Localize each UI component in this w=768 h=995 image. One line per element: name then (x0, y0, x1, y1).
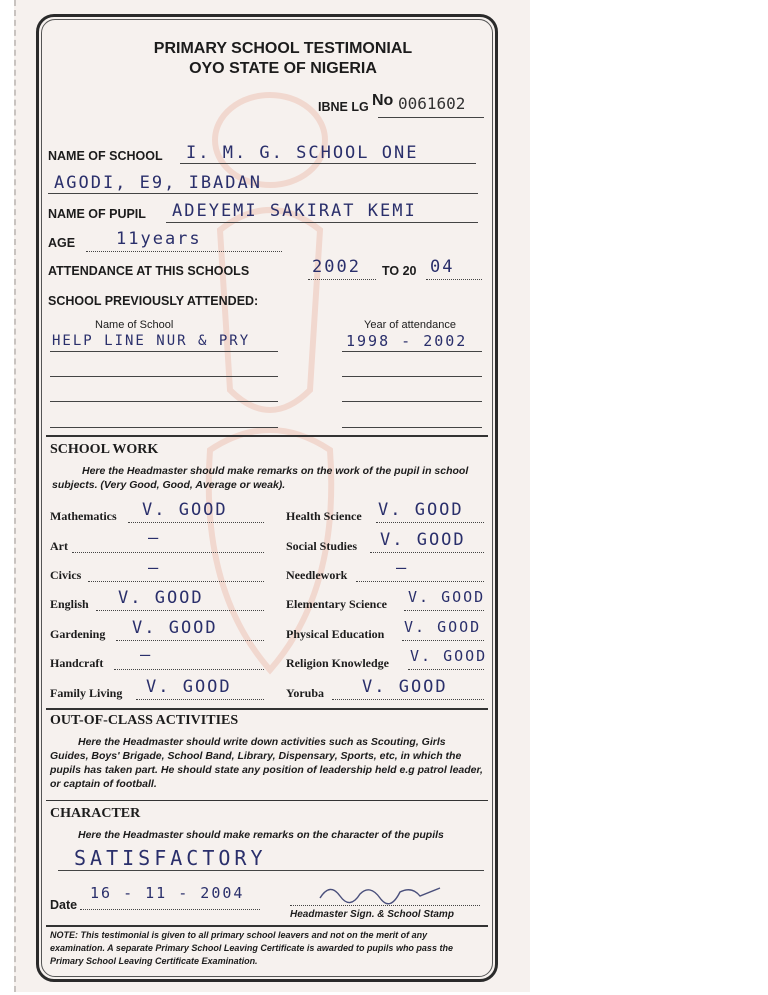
serial-prefix: No (372, 92, 394, 109)
subject-label: Yoruba (286, 686, 325, 700)
footer-note: NOTE: This testimonial is given to all primary school leavers and not on the merit of any examination. A separate Primary School Leaving Certificate is awarded to pupils who pass the Primary School Leaving Certificate Examination. (50, 930, 453, 966)
subject-grade: V. GOOD (378, 500, 464, 520)
grade-line (402, 640, 484, 641)
attendance-from-line (308, 279, 376, 280)
signature-line (290, 905, 480, 906)
section-divider-3 (46, 800, 488, 801)
prev-year-line-2 (342, 376, 482, 377)
prev-school-line-3 (50, 401, 278, 402)
pupil-name-line (166, 222, 478, 223)
ibne-label: IBNE LG (318, 100, 369, 114)
school-work-heading: SCHOOL WORK (50, 442, 159, 457)
prev-year-line-4 (342, 427, 482, 428)
subject-label: Handcraft (50, 656, 104, 670)
title-line-1: PRIMARY SCHOOL TESTIMONIAL (153, 40, 413, 57)
subject-grade: — (148, 558, 161, 578)
section-divider-2 (46, 708, 488, 710)
grade-line (88, 581, 264, 582)
subject-grade: V. GOOD (146, 677, 232, 697)
subject-grade: V. GOOD (408, 588, 486, 606)
grade-line (114, 669, 264, 670)
title-line-2: OYO STATE OF NIGERIA (189, 60, 377, 77)
section-divider-1 (46, 435, 488, 437)
serial-underline (378, 117, 484, 118)
attendance-to-line (426, 279, 482, 280)
date-value: 16 - 11 - 2004 (90, 884, 245, 902)
grade-line (116, 640, 264, 641)
activities-instruction: Here the Headmaster should write down activities such as Scouting, Girls Guides, Boys' Brigade, School Band, Library, Dispensary, Sports, etc, in which the pupils has taken part. He should state any position of leadership held e.g patrol leader, or captain of football. (50, 736, 483, 790)
age-line (86, 251, 282, 252)
school-address-line (48, 193, 478, 194)
serial-number: 0061602 (398, 94, 466, 113)
school-name-label: NAME OF SCHOOL (48, 149, 163, 163)
subject-label: Art (50, 539, 68, 553)
subject-label: Elementary Science (286, 597, 387, 611)
date-label: Date (50, 898, 78, 912)
attendance-to-label: TO 20 (382, 264, 417, 278)
subject-label: Health Science (286, 509, 362, 523)
character-line (58, 870, 484, 871)
grade-line (408, 669, 484, 670)
grade-line (356, 581, 484, 582)
previous-school-heading: SCHOOL PREVIOUSLY ATTENDED: (48, 294, 259, 308)
subject-label: Family Living (50, 686, 123, 700)
prev-year-line-1 (342, 351, 482, 352)
subject-label: Social Studies (286, 539, 358, 553)
subject-grade: V. GOOD (404, 618, 482, 636)
subject-grade: — (140, 645, 153, 665)
subject-grade: — (148, 528, 161, 548)
previous-year-1: 1998 - 2002 (346, 332, 468, 350)
grade-line (72, 552, 264, 553)
grade-line (370, 552, 484, 553)
subject-grade: V. GOOD (132, 618, 218, 638)
pupil-name-label: NAME OF PUPIL (48, 207, 146, 221)
attendance-to: 04 (430, 257, 455, 277)
prev-school-line-1 (50, 351, 278, 352)
grade-line (128, 522, 264, 523)
col-name-of-school: Name of School (95, 319, 174, 331)
subject-grade: V. GOOD (410, 647, 488, 665)
age-label: AGE (48, 236, 76, 250)
section-divider-4 (46, 925, 488, 927)
attendance-from: 2002 (312, 257, 361, 277)
character-instruction: Here the Headmaster should make remarks on the character of the pupils (78, 829, 444, 841)
subject-grade: V. GOOD (118, 588, 204, 608)
subject-label: English (50, 597, 89, 611)
date-line (80, 909, 260, 910)
school-name-line (180, 163, 476, 164)
subject-grade: V. GOOD (380, 530, 466, 550)
school-name-value: I. M. G. SCHOOL ONE (186, 143, 419, 163)
activities-heading: OUT-OF-CLASS ACTIVITIES (50, 713, 239, 728)
prev-year-line-3 (342, 401, 482, 402)
age-value: 11years (116, 229, 202, 249)
subject-grade: V. GOOD (142, 500, 228, 520)
subject-label: Civics (50, 568, 82, 582)
headmaster-signature (300, 878, 470, 906)
attendance-label: ATTENDANCE AT THIS SCHOOLS (48, 264, 250, 278)
col-year-of-attendance: Year of attendance (364, 319, 456, 331)
subject-label: Physical Education (286, 627, 385, 641)
grade-line (136, 699, 264, 700)
school-work-instruction: Here the Headmaster should make remarks on the work of the pupil in school subjects. (Very Good, Good, Average or weak). (52, 465, 469, 491)
grade-line (332, 699, 484, 700)
signature-label: Headmaster Sign. & School Stamp (290, 909, 454, 920)
grade-line (96, 610, 264, 611)
character-heading: CHARACTER (50, 806, 141, 821)
pupil-name-value: ADEYEMI SAKIRAT KEMI (172, 201, 417, 221)
subject-grade: — (396, 558, 409, 578)
prev-school-line-4 (50, 427, 278, 428)
subject-label: Needlework (286, 568, 348, 582)
subject-grade: V. GOOD (362, 677, 448, 697)
prev-school-line-2 (50, 376, 278, 377)
grade-line (404, 610, 484, 611)
subject-label: Religion Knowledge (286, 656, 390, 670)
previous-school-1: HELP LINE NUR & PRY (52, 333, 251, 349)
subject-label: Gardening (50, 627, 106, 641)
character-value: SATISFACTORY (74, 846, 267, 870)
school-address-value: AGODI, E9, IBADAN (54, 173, 262, 193)
grade-line (376, 522, 484, 523)
subject-label: Mathematics (50, 509, 117, 523)
